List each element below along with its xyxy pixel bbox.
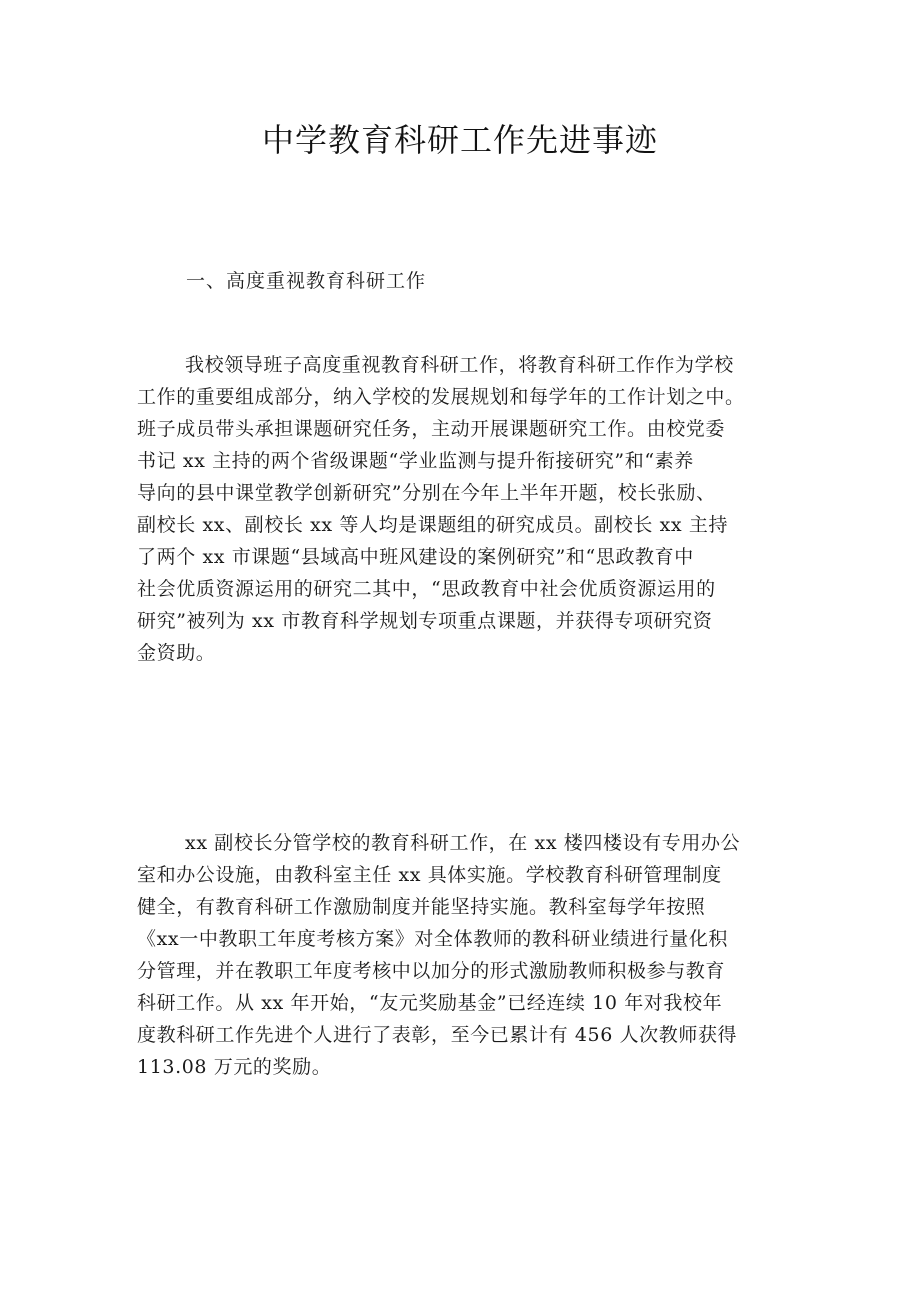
paragraph-line: 社会优质资源运用的研究二其中，“思政教育中社会优质资源运用的 [137,578,716,600]
paragraph-1 [137,349,787,669]
paragraph-line: 度教科研工作先进个人进行了表彰，至今已累计有 456 人次教师获得 [137,1024,738,1046]
paragraph-line: 室和办公设施，由教科室主任 xx 具体实施。学校教育科研管理制度 [137,864,722,886]
paragraph-line: 金资助。 [137,642,216,664]
paragraph-line: 导向的县中课堂教学创新研究”分别在今年上半年开题，校长张励、 [137,482,716,504]
document-title: 中学教育科研工作先进事迹 [261,121,658,159]
paragraph-2 [137,827,787,1083]
paragraph-line: 分管理，并在教职工年度考核中以加分的形式激励教师积极参与教育 [137,960,726,982]
paragraph-line: 了两个 xx 市课题“县域高中班风建设的案例研究”和“思政教育中 [137,546,694,568]
paragraph-line: 班子成员带头承担课题研究任务，主动开展课题研究工作。由校党委 [137,418,726,440]
paragraph-line: 工作的重要组成部分，纳入学校的发展规划和每学年的工作计划之中。 [137,386,745,408]
paragraph-line: 113.08 万元的奖励。 [137,1056,332,1078]
section-heading: 一、高度重视教育科研工作 [186,270,427,292]
paragraph-line: 书记 xx 主持的两个省级课题“学业监测与提升衔接研究”和“素养 [137,450,694,472]
paragraph-line: 研究”被列为 xx 市教育科学规划专项重点课题，并获得专项研究资 [137,610,713,632]
paragraph-line: 副校长 xx、副校长 xx 等人均是课题组的研究成员。副校长 xx 主持 [137,514,729,536]
paragraph-line: 《xx一中教职工年度考核方案》对全体教师的教科研业绩进行量化积 [137,928,729,950]
paragraph-line: 科研工作。从 xx 年开始，“友元奖励基金”已经连续 10 年对我校年 [137,992,723,1014]
paragraph-line: 健全，有教育科研工作激励制度并能坚持实施。教科室每学年按照 [137,896,706,918]
paragraph-line: xx 副校长分管学校的教育科研工作，在 xx 楼四楼设有专用办公 [185,832,741,854]
paragraph-line: 我校领导班子高度重视教育科研工作，将教育科研工作作为学校 [185,354,734,376]
